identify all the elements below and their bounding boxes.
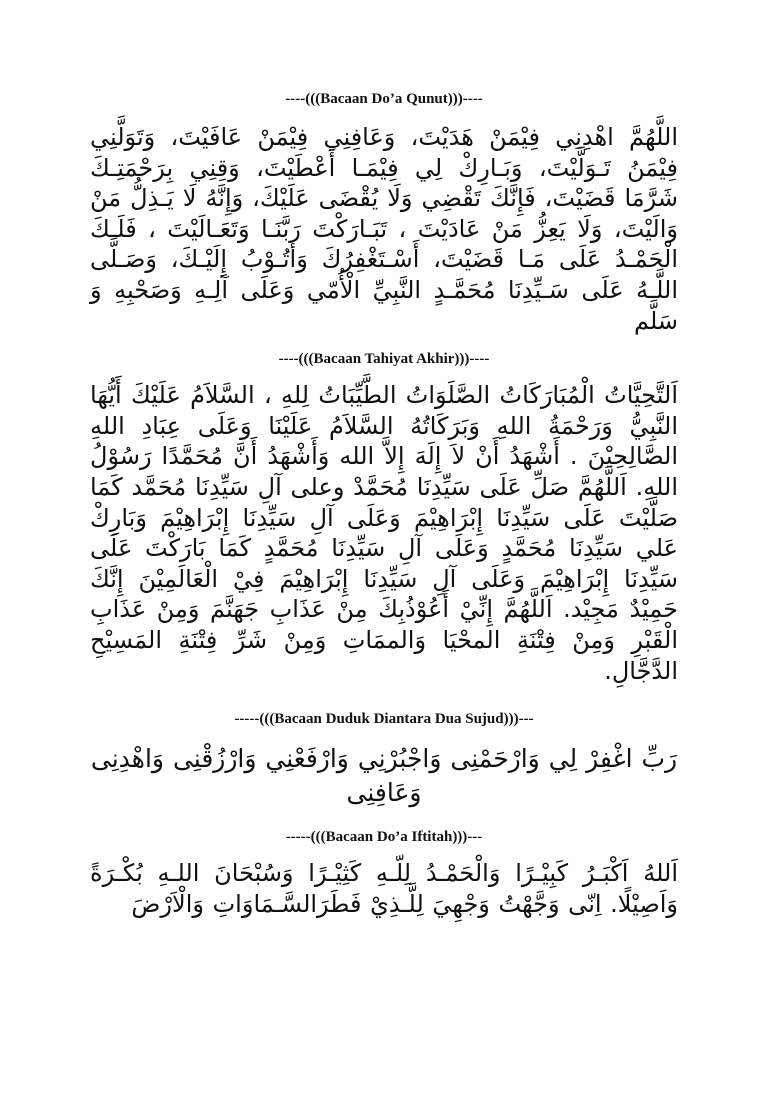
document-page: [0, 90, 768, 1114]
arabic-text-doa-qunut: اللَّهُمَّ اهْدِنِي فِيْمَنْ هَدَيْتَ، وَعَافِنِي فِيْمَنْ عَافَيْتَ، وَتَوَلَّنِي فِيْمَنُ تَـوَلَّيْتَ، وَبَـارِكْ لِي فِيْمَـا أَعْطَيْتَ، وَقِنِي بِرَحْمَتِـكَ شَرَّمَا قَضَيْتَ، فَإِنَّكَ تَقْضِي وَلَا يُقْضَى عَلَيْكَ، وَإِنَّهُ لَا يَـذِلُّ مَنْ وَالَيْتَ، وَلَا يَعِزُّ مَنْ عَادَيْتَ ، تَبَـارَكْتَ رَبَّنَـا وَتَعَـالَيْتَ ، فَلَـكَ الْحَمْـدُ عَلَى مَـا قَضَيْتَ، أَسْـتَغْفِرُكَ وَأَتُـوْبُ إِلَيْـكَ، وَصَـلَّى اللَّـهُ عَلَى سَـيِّدِنَا مُحَمَّـدٍ النَّبِيِّ الْأُمّي وَعَلَى آلِـهِ وَصَحْبِهِ وَ سَلَّم: [90, 123, 678, 335]
arabic-text-doa-iftitah: اَللهُ اَكْبَـرُ كَبِيْـرًا وَالْحَمْـدُ لِلّـهِ كَثِيْـرًا وَسُبْحَانَ اللـهِ بُكْـرَةً وَاَصِيْلًا. اِنّى وَجَّهْتُ وَجْهِيَ لِلَّـذِيْ فَطَرَالسَّـمَاوَاتِ وَالْاَرْضَ: [90, 859, 678, 918]
heading-tahiyat-akhir: ----(((Bacaan Tahiyat Akhir)))----: [278, 351, 490, 368]
arabic-text-duduk-diantara-dua-sujud: رَبِّ اغْفِرْ لِي وَارْحَمْنِى وَاجْبُرْنِي وَارْفَعْنِي وَارْزُقْنِى وَاهْدِنِى وَعَافِنِى: [90, 744, 678, 808]
heading-doa-qunut: ----(((Bacaan Do’a Qunut)))----: [285, 91, 483, 107]
heading-doa-iftitah: -----(((Bacaan Do’a Iftitah)))---: [285, 829, 483, 846]
arabic-text-tahiyat-akhir: اَلتَّحِيَّاتُ الْمُبَارَكَاتُ الصَّلَوَاتُ الطَّيِّبَاتُ لِلهِ ، السَّلاَمُ عَلَيْكَ أَيُّهَا النَّبِيُّ وَرَحْمَةُ اللهِ وَبَرَكَاتُهُ السَّلاَمُ عَلَيْنَا وَعَلَى عِبَادِ اللهِ الصَّالِحِيْنَ . أَشْهَدُ أَنْ لاَ إِلَهَ إِلاَّ الله وَأَشْهَدُ أَنَّ مُحَمَّدًا رَسُوْلُ اللهِ. اَللَّهُمَّ صَلِّ عَلَى سَيِّدِنَا مُحَمَّدْ وعلى آلِ سَيِّدِنَا مُحَمَّد كَمَا صَلَّيْتَ عَلَى سَيِّدِنَا إِبْرَاهِيْمَ وَعَلَى آلِ سَيِّدِنَا إِبْرَاهِيْمَ وَبَارِكْ عَلي سَيِّدِنَا مُحَمَّدٍ وَعَلَى آلِ سَيِّدِنَا مُحَمَّدٍ كَمَا بَارَكْتَ عَلَى سَيِّدِنَا إِبْرَاهِيْمَ وَعَلَى آلِ سَيِّدِنَا إِبْرَاهِيْمَ فِيْ الْعَالَمِيْنَ إِنَّكَ حَمِيْدٌ مَجِيْد. اَللَّهُمَّ إِنِّيْ أَعُوْذُبِكَ مِنْ عَذَابِ جَهَنَّمَ وَمِنْ عَذَابِ الْقَبْرِ وَمِنْ فِتْنَةِ المحْيَا وَالممَاتِ وَمِنْ شَرِّ فِتْنَةِ المَسِيْحِ الدَّجَّالِ.: [90, 381, 678, 685]
heading-duduk-diantara-dua-sujud: -----(((Bacaan Duduk Diantara Dua Sujud)))---: [234, 711, 534, 728]
